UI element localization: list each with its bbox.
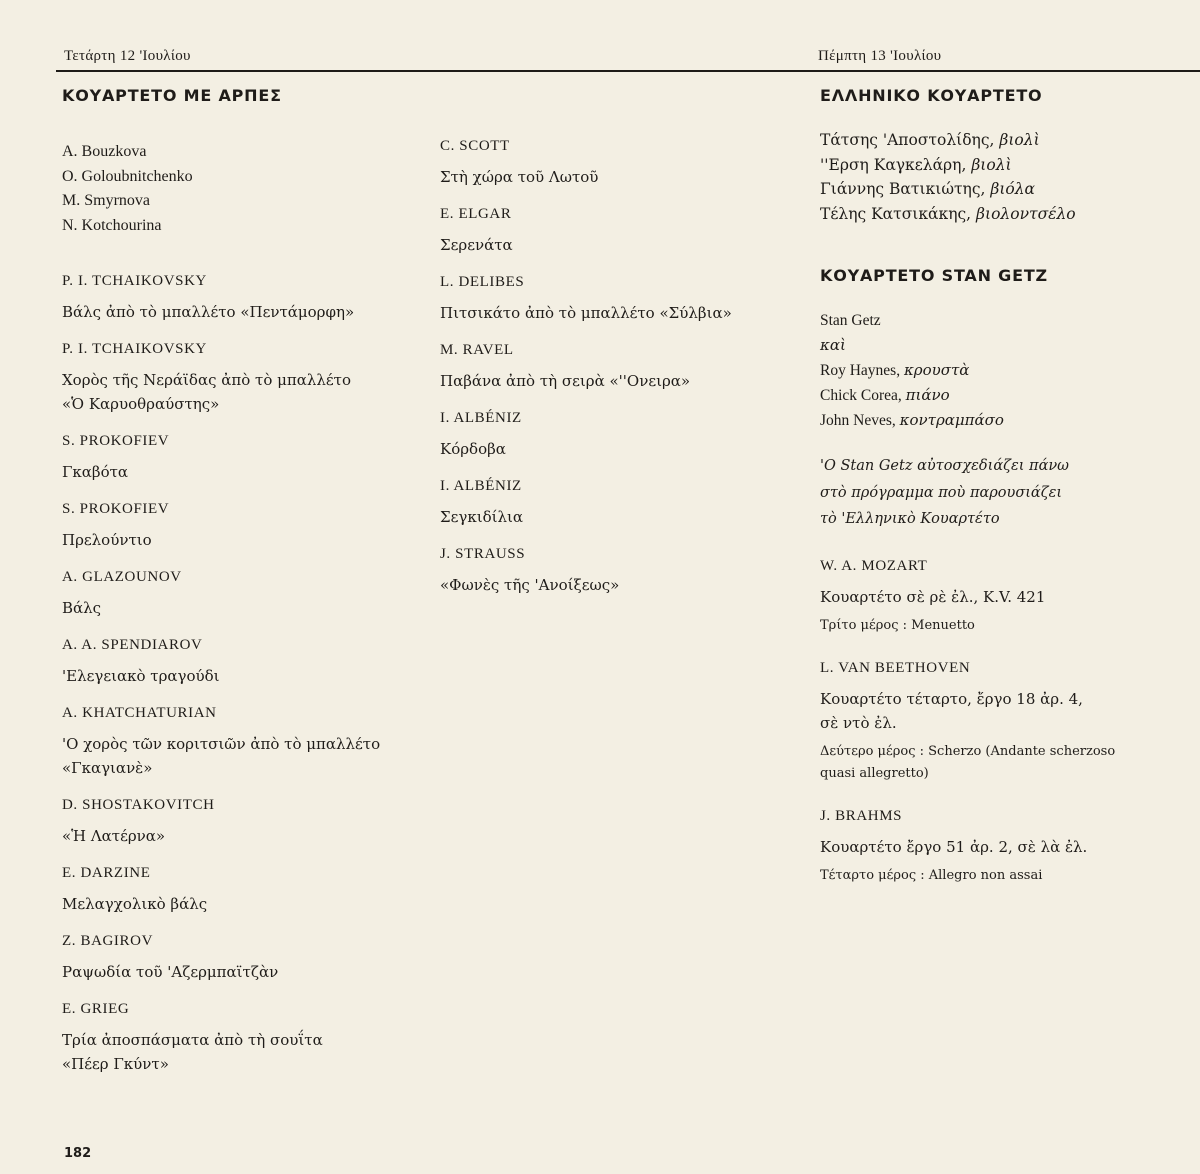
- member-name: John Neves,: [820, 412, 896, 429]
- harp-quartet-performers: [62, 140, 422, 238]
- work-title-line: Κουαρτέτο τέταρτο, ἔργο 18 ἀρ. 4,: [820, 689, 1083, 708]
- member-name: Roy Haynes,: [820, 362, 901, 379]
- program-piece: [440, 409, 800, 461]
- composer-name: Z. BAGIROV: [62, 933, 153, 949]
- header-rule: [56, 70, 1200, 72]
- program-piece: [62, 636, 422, 688]
- getz-conjunction: καὶ: [820, 336, 846, 354]
- composer-name: J. BRAHMS: [820, 807, 903, 824]
- program-piece: [820, 659, 1180, 785]
- section-title-greek-quartet: ΕΛΛΗΝΙΚΟ ΚΟΥΑΡΤΕΤΟ: [820, 86, 1043, 105]
- improvisation-note: [820, 453, 1180, 533]
- work-title: [62, 528, 422, 552]
- program-piece: [440, 137, 800, 189]
- member-name: Τέλης Κατσικάκης,: [820, 204, 972, 223]
- composer-name: I. ALBÉNIZ: [440, 478, 522, 494]
- work-title: [62, 460, 422, 484]
- middle-column: [440, 137, 800, 597]
- movement-name: Allegro non assai: [928, 867, 1043, 883]
- page-number: 182: [64, 1146, 92, 1161]
- stan-getz-members: [820, 308, 1180, 433]
- program-piece: [440, 477, 800, 529]
- program-piece: [62, 568, 422, 620]
- movement-name: Menuetto: [911, 617, 975, 633]
- member-instrument: βιολὶ: [971, 155, 1012, 174]
- composer-name: W. A. MOZART: [820, 557, 928, 574]
- composer-name: C. SCOTT: [440, 138, 510, 154]
- composer-name: J. STRAUSS: [440, 546, 526, 562]
- member-name: Γιάννης Βατικιώτης,: [820, 180, 986, 198]
- member-instrument: βιόλα: [990, 180, 1036, 198]
- work-title: [62, 824, 422, 848]
- work-title: [62, 596, 422, 620]
- program-piece: [820, 557, 1180, 637]
- program-list-col1: [62, 272, 422, 1076]
- work-title-line: Σεγκιδίλια: [440, 508, 524, 526]
- work-title: [440, 369, 800, 393]
- composer-name: L. VAN BEETHOVEN: [820, 659, 971, 676]
- right-column: [820, 86, 1180, 887]
- work-title-line: Κόρδοβα: [440, 440, 506, 458]
- work-title: [62, 1028, 422, 1076]
- work-title: [62, 892, 422, 916]
- composer-name: A. GLAZOUNOV: [62, 569, 182, 585]
- work-title-line: «Πέερ Γκύντ»: [62, 1055, 169, 1073]
- note-line: τὸ 'Ελληνικὸ Κουαρτέτο: [820, 511, 1000, 527]
- program-piece: [62, 796, 422, 848]
- work-title-line: «Ἡ Λατέρνα»: [62, 827, 166, 845]
- program-list-col2: [440, 137, 800, 597]
- movement: [820, 615, 1180, 637]
- header-right-date: Πέμπτη 13 'Ιουλίου: [818, 48, 942, 64]
- work-title-line: Στὴ χώρα τοῦ Λωτοῦ: [440, 168, 599, 186]
- work-title: [440, 437, 800, 461]
- composer-name: A. A. SPENDIAROV: [62, 637, 203, 653]
- composer-name: A. KHATCHATURIAN: [62, 705, 217, 721]
- member: [820, 153, 1180, 178]
- program-list-col3: [820, 557, 1180, 887]
- member-instrument: πιάνο: [905, 386, 950, 404]
- performer: A. Bouzkova: [62, 143, 147, 160]
- performer: N. Kotchourina: [62, 216, 162, 234]
- work-title-line: «Γκαγιανὲ»: [62, 759, 153, 777]
- work-title-line: Σερενάτα: [440, 236, 513, 254]
- member: [820, 202, 1180, 227]
- movement: [820, 741, 1180, 785]
- program-piece: [62, 500, 422, 552]
- program-piece: [440, 341, 800, 393]
- work-title-line: Κουαρτέτο ἔργο 51 ἀρ. 2, σὲ λὰ ἐλ.: [820, 837, 1088, 856]
- member-instrument: κρουστὰ: [903, 361, 970, 379]
- program-piece: [62, 704, 422, 780]
- composer-name: D. SHOSTAKOVITCH: [62, 797, 215, 813]
- work-title-line: Κουαρτέτο σὲ ρὲ ἐλ., K.V. 421: [820, 587, 1046, 606]
- member-name: ''Ερση Καγκελάρη,: [820, 155, 967, 174]
- program-piece: [62, 864, 422, 916]
- member: [820, 358, 1180, 383]
- work-title-line: Παβάνα ἀπὸ τὴ σειρὰ «''Ονειρα»: [440, 372, 691, 390]
- program-piece: [62, 432, 422, 484]
- member: [820, 408, 1180, 433]
- note-line: 'Ο Stan Getz αὐτοσχεδιάζει πάνω: [820, 458, 1069, 474]
- movement: [820, 865, 1180, 887]
- performer: M. Smyrnova: [62, 192, 150, 209]
- getz-leader: Stan Getz: [820, 312, 881, 329]
- work-title: [820, 835, 1180, 859]
- work-title-line: Βάλς ἀπὸ τὸ μπαλλέτο «Πεντάμορφη»: [62, 303, 355, 321]
- member-name: Τάτσης 'Αποστολίδης,: [820, 131, 995, 149]
- composer-name: P. I. TCHAIKOVSKY: [62, 341, 207, 357]
- work-title: [440, 505, 800, 529]
- performer: O. Goloubnitchenko: [62, 167, 193, 185]
- composer-name: P. I. TCHAIKOVSKY: [62, 273, 207, 289]
- work-title-line: Ραψωδία τοῦ 'Αζερμπαϊτζὰν: [62, 963, 279, 981]
- work-title: [62, 300, 422, 324]
- header-left-date: Τετάρτη 12 'Ιουλίου: [64, 48, 191, 64]
- work-title: [820, 585, 1180, 609]
- program-piece: [62, 932, 422, 984]
- work-title-line: Βάλς: [62, 599, 102, 617]
- movement-name: Scherzo (Andante scherzoso: [928, 743, 1116, 759]
- member-instrument: βιολὶ: [999, 131, 1040, 149]
- member-name: Chick Corea,: [820, 387, 902, 404]
- work-title: [440, 233, 800, 257]
- section-title-stan-getz-quartet: ΚΟΥΑΡΤΕΤΟ STAN GETZ: [820, 266, 1048, 285]
- work-title: [62, 368, 422, 416]
- work-title-line: Πρελούντιο: [62, 531, 152, 549]
- work-title-line: Πιτσικάτο ἀπὸ τὸ μπαλλέτο «Σύλβια»: [440, 304, 732, 322]
- composer-name: E. ELGAR: [440, 206, 512, 222]
- work-title: [62, 732, 422, 780]
- composer-name: E. GRIEG: [62, 1001, 130, 1017]
- composer-name: M. RAVEL: [440, 342, 514, 358]
- member-instrument: κοντραμπάσο: [899, 411, 1004, 429]
- left-column: [62, 86, 422, 1076]
- note-line: στὸ πρόγραμμα ποὺ παρουσιάζει: [820, 484, 1063, 501]
- work-title-line: «Ὁ Καρυοθραύστης»: [62, 395, 220, 413]
- movement-label: Τέταρτο μέρος :: [820, 867, 925, 883]
- composer-name: S. PROKOFIEV: [62, 433, 170, 449]
- member: [820, 383, 1180, 408]
- work-title-line: Τρία ἀποσπάσματα ἀπὸ τὴ σουΐτα: [62, 1031, 323, 1049]
- program-piece: [62, 340, 422, 416]
- work-title-line: Χορὸς τῆς Νεράϊδας ἀπὸ τὸ μπαλλέτο: [62, 371, 351, 389]
- composer-name: E. DARZINE: [62, 865, 151, 881]
- composer-name: S. PROKOFIEV: [62, 501, 170, 517]
- work-title-line: σὲ ντὸ ἐλ.: [820, 713, 897, 732]
- work-title: [440, 165, 800, 189]
- program-piece: [440, 545, 800, 597]
- section-title-harp-quartet: ΚΟΥΑΡΤΕΤΟ ΜΕ ΑΡΠΕΣ: [62, 86, 282, 105]
- work-title: [62, 960, 422, 984]
- member: [820, 177, 1180, 202]
- work-title-line: 'Ελεγειακὸ τραγούδι: [62, 667, 220, 685]
- work-title-line: Γκαβότα: [62, 463, 129, 481]
- work-title: [440, 573, 800, 597]
- program-piece: [440, 273, 800, 325]
- greek-quartet-members: [820, 128, 1180, 226]
- movement-label: Τρίτο μέρος :: [820, 617, 908, 633]
- composer-name: I. ALBÉNIZ: [440, 410, 522, 426]
- program-piece: [440, 205, 800, 257]
- program-piece: [62, 1000, 422, 1076]
- composer-name: L. DELIBES: [440, 274, 525, 290]
- member: [820, 128, 1180, 153]
- program-piece: [62, 272, 422, 324]
- movement-label: Δεύτερο μέρος :: [820, 743, 924, 759]
- member-instrument: βιολοντσέλο: [976, 204, 1076, 223]
- work-title-line: «Φωνὲς τῆς 'Ανοίξεως»: [440, 576, 620, 594]
- work-title-line: 'Ο χορὸς τῶν κοριτσιῶν ἀπὸ τὸ μπαλλέτο: [62, 735, 381, 753]
- work-title: [820, 687, 1180, 735]
- program-piece: [820, 807, 1180, 887]
- work-title-line: Μελαγχολικὸ βάλς: [62, 895, 208, 913]
- movement-name: quasi allegretto): [820, 765, 929, 781]
- work-title: [440, 301, 800, 325]
- work-title: [62, 664, 422, 688]
